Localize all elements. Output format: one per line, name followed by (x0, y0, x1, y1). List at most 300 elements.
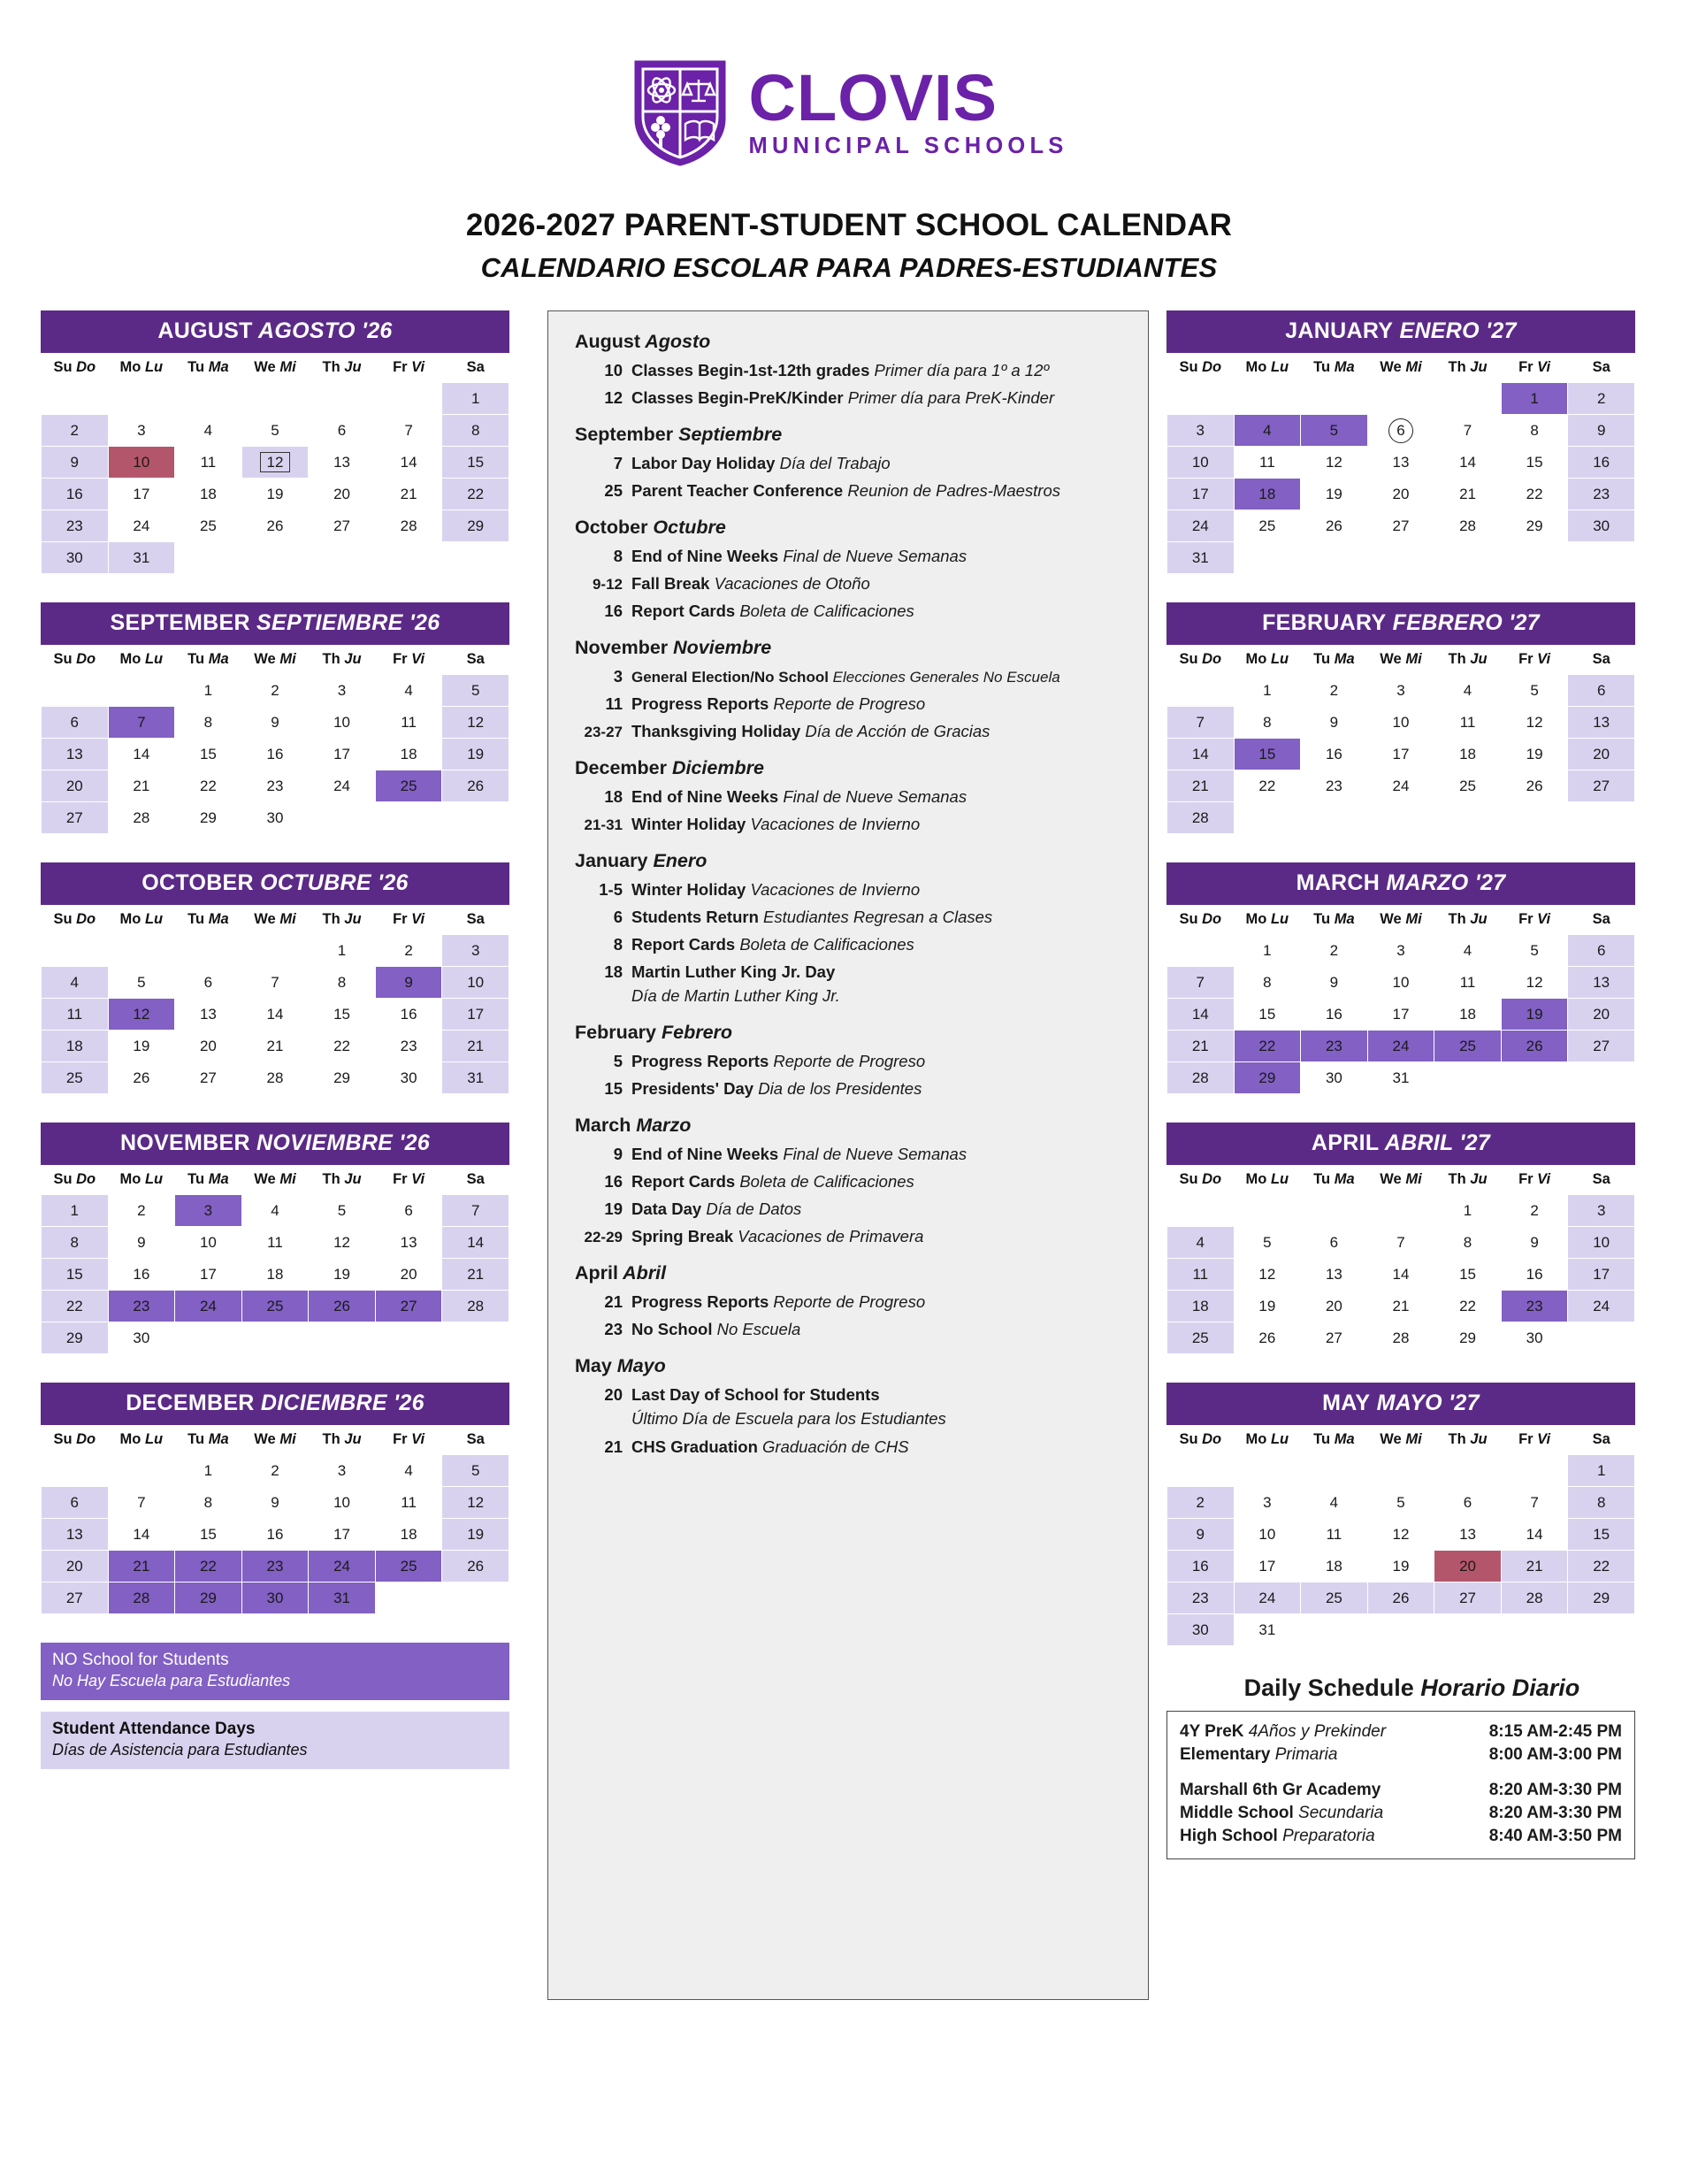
day-cell[interactable] (241, 967, 309, 999)
day-cell[interactable] (175, 1551, 242, 1582)
day-cell[interactable] (1234, 1614, 1301, 1646)
day-cell[interactable] (1167, 1551, 1235, 1582)
day-cell[interactable] (241, 1455, 309, 1487)
day-cell[interactable] (108, 802, 175, 834)
day-cell[interactable] (108, 1062, 175, 1094)
day-cell[interactable] (1501, 739, 1568, 770)
day-cell[interactable] (1434, 1195, 1502, 1227)
day-cell[interactable] (175, 1487, 242, 1519)
day-cell[interactable] (1568, 967, 1635, 999)
day-cell[interactable] (309, 999, 376, 1031)
day-cell[interactable] (375, 967, 442, 999)
day-cell[interactable] (1501, 479, 1568, 510)
day-cell[interactable] (1167, 707, 1235, 739)
day-cell[interactable] (1501, 510, 1568, 542)
day-cell[interactable] (241, 739, 309, 770)
day-cell[interactable] (1434, 999, 1502, 1031)
day-cell[interactable] (175, 1062, 242, 1094)
day-cell[interactable] (1501, 1322, 1568, 1354)
day-cell[interactable] (1234, 967, 1301, 999)
day-cell[interactable] (175, 1291, 242, 1322)
day-cell[interactable] (1234, 1031, 1301, 1062)
day-cell[interactable] (241, 1519, 309, 1551)
day-cell[interactable] (1434, 1031, 1502, 1062)
day-cell[interactable] (1167, 1487, 1235, 1519)
day-cell[interactable] (42, 739, 109, 770)
day-cell[interactable] (309, 770, 376, 802)
day-cell[interactable] (309, 1455, 376, 1487)
day-cell[interactable] (42, 999, 109, 1031)
day-cell[interactable] (1234, 1487, 1301, 1519)
day-cell[interactable] (1434, 415, 1502, 447)
day-cell[interactable] (1234, 510, 1301, 542)
day-cell[interactable] (1301, 675, 1368, 707)
day-cell[interactable] (1501, 967, 1568, 999)
day-cell[interactable] (442, 479, 509, 510)
day-cell[interactable] (442, 1259, 509, 1291)
day-cell[interactable] (108, 1259, 175, 1291)
day-cell[interactable] (1434, 707, 1502, 739)
day-cell[interactable] (375, 739, 442, 770)
day-cell[interactable] (1434, 510, 1502, 542)
day-cell[interactable] (1367, 1322, 1434, 1354)
day-cell[interactable] (1301, 1062, 1368, 1094)
day-cell[interactable] (309, 1062, 376, 1094)
day-cell[interactable] (309, 510, 376, 542)
day-cell[interactable] (42, 1195, 109, 1227)
day-cell[interactable] (241, 675, 309, 707)
day-cell[interactable] (1568, 383, 1635, 415)
day-cell[interactable] (1167, 1031, 1235, 1062)
day-cell[interactable] (309, 1227, 376, 1259)
day-cell[interactable] (1434, 739, 1502, 770)
day-cell[interactable] (108, 967, 175, 999)
day-cell[interactable] (241, 510, 309, 542)
day-cell[interactable] (108, 1322, 175, 1354)
day-cell[interactable] (1367, 739, 1434, 770)
day-cell[interactable] (1434, 675, 1502, 707)
day-cell[interactable] (1501, 935, 1568, 967)
day-cell[interactable] (1167, 415, 1235, 447)
day-cell[interactable] (1367, 1551, 1434, 1582)
day-cell[interactable] (1434, 967, 1502, 999)
day-cell[interactable] (1301, 1031, 1368, 1062)
day-cell[interactable] (375, 1195, 442, 1227)
day-cell[interactable] (241, 770, 309, 802)
day-cell[interactable] (1501, 447, 1568, 479)
day-cell[interactable] (1367, 510, 1434, 542)
day-cell[interactable] (1568, 707, 1635, 739)
day-cell[interactable] (108, 1487, 175, 1519)
day-cell[interactable] (309, 1259, 376, 1291)
day-cell[interactable] (108, 1519, 175, 1551)
day-cell[interactable] (1568, 1291, 1635, 1322)
day-cell[interactable] (175, 999, 242, 1031)
day-cell[interactable] (1434, 935, 1502, 967)
day-cell[interactable] (1301, 1551, 1368, 1582)
day-cell[interactable] (375, 1455, 442, 1487)
day-cell[interactable] (1301, 999, 1368, 1031)
day-cell[interactable] (1301, 1227, 1368, 1259)
day-cell[interactable] (1234, 1259, 1301, 1291)
day-cell[interactable] (1234, 1322, 1301, 1354)
day-cell[interactable] (1568, 1195, 1635, 1227)
day-cell[interactable] (1367, 999, 1434, 1031)
day-cell[interactable] (175, 415, 242, 447)
day-cell[interactable] (241, 1291, 309, 1322)
day-cell[interactable] (175, 967, 242, 999)
day-cell[interactable] (375, 1519, 442, 1551)
day-cell[interactable] (1367, 1031, 1434, 1062)
day-cell[interactable] (442, 967, 509, 999)
day-cell[interactable] (375, 1227, 442, 1259)
day-cell[interactable] (1568, 415, 1635, 447)
day-cell[interactable] (1167, 1519, 1235, 1551)
day-cell[interactable] (1301, 1582, 1368, 1614)
day-cell[interactable] (241, 1551, 309, 1582)
day-cell[interactable] (442, 1227, 509, 1259)
day-cell[interactable] (1234, 770, 1301, 802)
day-cell[interactable] (175, 479, 242, 510)
day-cell[interactable] (1367, 1227, 1434, 1259)
day-cell[interactable] (375, 510, 442, 542)
day-cell[interactable] (1367, 1259, 1434, 1291)
day-cell[interactable] (241, 1259, 309, 1291)
day-cell[interactable] (42, 415, 109, 447)
day-cell[interactable] (309, 675, 376, 707)
day-cell[interactable] (108, 447, 175, 479)
day-cell[interactable] (375, 1291, 442, 1322)
day-cell[interactable] (108, 1195, 175, 1227)
day-cell[interactable] (1234, 935, 1301, 967)
day-cell[interactable] (442, 1291, 509, 1322)
day-cell[interactable] (1234, 999, 1301, 1031)
day-cell[interactable] (1501, 707, 1568, 739)
day-cell[interactable] (442, 770, 509, 802)
day-cell[interactable] (42, 542, 109, 574)
day-cell[interactable] (1234, 415, 1301, 447)
day-cell[interactable] (1501, 1582, 1568, 1614)
day-cell[interactable] (108, 415, 175, 447)
day-cell[interactable] (309, 479, 376, 510)
day-cell[interactable] (42, 1582, 109, 1614)
day-cell[interactable] (375, 1487, 442, 1519)
day-cell[interactable] (375, 1031, 442, 1062)
day-cell[interactable] (175, 770, 242, 802)
day-cell[interactable] (108, 739, 175, 770)
day-cell[interactable] (241, 479, 309, 510)
day-cell[interactable] (241, 707, 309, 739)
day-cell[interactable] (442, 1551, 509, 1582)
day-cell[interactable] (1434, 1487, 1502, 1519)
day-cell[interactable] (42, 1487, 109, 1519)
day-cell[interactable] (1301, 707, 1368, 739)
day-cell[interactable] (1301, 770, 1368, 802)
day-cell[interactable] (1167, 1582, 1235, 1614)
day-cell[interactable] (1367, 479, 1434, 510)
day-cell[interactable] (1501, 770, 1568, 802)
day-cell[interactable] (1434, 479, 1502, 510)
day-cell[interactable] (309, 967, 376, 999)
day-cell[interactable] (375, 479, 442, 510)
day-cell[interactable] (1568, 935, 1635, 967)
day-cell[interactable] (108, 770, 175, 802)
day-cell[interactable] (241, 1195, 309, 1227)
day-cell[interactable] (1234, 447, 1301, 479)
day-cell[interactable] (1301, 510, 1368, 542)
day-cell[interactable] (309, 739, 376, 770)
day-cell[interactable] (42, 1062, 109, 1094)
day-cell[interactable] (442, 935, 509, 967)
day-cell[interactable] (1301, 1291, 1368, 1322)
day-cell[interactable] (1301, 447, 1368, 479)
day-cell[interactable] (241, 1031, 309, 1062)
day-cell[interactable] (1434, 1519, 1502, 1551)
day-cell[interactable] (442, 415, 509, 447)
day-cell[interactable] (1301, 1487, 1368, 1519)
day-cell[interactable] (1167, 1259, 1235, 1291)
day-cell[interactable] (442, 707, 509, 739)
day-cell[interactable] (1234, 1519, 1301, 1551)
day-cell[interactable] (375, 935, 442, 967)
day-cell[interactable] (1167, 1227, 1235, 1259)
day-cell[interactable] (1234, 479, 1301, 510)
day-cell[interactable] (1434, 1227, 1502, 1259)
day-cell[interactable] (1501, 1227, 1568, 1259)
day-cell[interactable] (108, 510, 175, 542)
day-cell[interactable] (108, 1582, 175, 1614)
day-cell[interactable] (1501, 675, 1568, 707)
day-cell[interactable] (108, 1551, 175, 1582)
day-cell[interactable] (1301, 967, 1368, 999)
day-cell[interactable] (241, 999, 309, 1031)
day-cell[interactable] (309, 935, 376, 967)
day-cell[interactable] (1367, 1519, 1434, 1551)
day-cell[interactable] (375, 1551, 442, 1582)
day-cell[interactable] (175, 675, 242, 707)
day-cell[interactable] (1568, 1031, 1635, 1062)
day-cell[interactable] (1367, 1582, 1434, 1614)
day-cell[interactable] (241, 1227, 309, 1259)
day-cell[interactable] (442, 383, 509, 415)
day-cell[interactable] (42, 479, 109, 510)
day-cell[interactable] (175, 1582, 242, 1614)
day-cell[interactable] (1568, 447, 1635, 479)
day-cell[interactable] (1167, 1614, 1235, 1646)
day-cell[interactable] (241, 802, 309, 834)
day-cell[interactable] (1501, 1031, 1568, 1062)
day-cell[interactable] (1568, 739, 1635, 770)
day-cell[interactable] (442, 1062, 509, 1094)
day-cell[interactable] (375, 447, 442, 479)
day-cell[interactable] (42, 1031, 109, 1062)
day-cell[interactable] (1167, 802, 1235, 834)
day-cell[interactable] (1434, 1322, 1502, 1354)
day-cell[interactable] (42, 770, 109, 802)
day-cell[interactable] (108, 542, 175, 574)
day-cell[interactable] (1301, 1322, 1368, 1354)
day-cell[interactable] (1568, 510, 1635, 542)
day-cell[interactable] (1367, 935, 1434, 967)
day-cell[interactable] (1568, 675, 1635, 707)
day-cell[interactable] (375, 1259, 442, 1291)
day-cell[interactable] (375, 415, 442, 447)
day-cell[interactable] (375, 707, 442, 739)
day-cell[interactable] (1501, 1291, 1568, 1322)
day-cell[interactable] (1234, 739, 1301, 770)
day-cell[interactable] (309, 707, 376, 739)
day-cell[interactable] (442, 510, 509, 542)
day-cell[interactable] (175, 707, 242, 739)
day-cell[interactable] (42, 967, 109, 999)
day-cell[interactable] (442, 1195, 509, 1227)
day-cell[interactable] (442, 1519, 509, 1551)
day-cell[interactable] (1501, 999, 1568, 1031)
day-cell[interactable] (1167, 447, 1235, 479)
day-cell[interactable] (442, 1487, 509, 1519)
day-cell[interactable] (1568, 1582, 1635, 1614)
day-cell[interactable] (1301, 479, 1368, 510)
day-cell[interactable] (42, 1227, 109, 1259)
day-cell[interactable] (1568, 1551, 1635, 1582)
day-cell[interactable] (175, 1519, 242, 1551)
day-cell[interactable] (1367, 675, 1434, 707)
day-cell[interactable] (442, 447, 509, 479)
day-cell[interactable] (1568, 1259, 1635, 1291)
day-cell[interactable] (175, 447, 242, 479)
day-cell[interactable] (309, 1519, 376, 1551)
day-cell[interactable] (108, 1227, 175, 1259)
day-cell[interactable] (1234, 1291, 1301, 1322)
day-cell[interactable] (309, 1551, 376, 1582)
day-cell[interactable] (309, 1291, 376, 1322)
day-cell[interactable] (241, 447, 309, 479)
day-cell[interactable] (42, 447, 109, 479)
day-cell[interactable] (309, 415, 376, 447)
day-cell[interactable] (309, 447, 376, 479)
day-cell[interactable] (42, 1291, 109, 1322)
day-cell[interactable] (1568, 479, 1635, 510)
day-cell[interactable] (1501, 1487, 1568, 1519)
day-cell[interactable] (42, 510, 109, 542)
day-cell[interactable] (1434, 447, 1502, 479)
day-cell[interactable] (1167, 479, 1235, 510)
day-cell[interactable] (42, 1519, 109, 1551)
day-cell[interactable] (175, 1031, 242, 1062)
day-cell[interactable] (1234, 1551, 1301, 1582)
day-cell[interactable] (375, 770, 442, 802)
day-cell[interactable] (309, 1487, 376, 1519)
day-cell[interactable] (1234, 675, 1301, 707)
day-cell[interactable] (442, 675, 509, 707)
day-cell[interactable] (1367, 707, 1434, 739)
day-cell[interactable] (175, 739, 242, 770)
day-cell[interactable] (1167, 1322, 1235, 1354)
day-cell[interactable] (309, 1582, 376, 1614)
day-cell[interactable] (1167, 1062, 1235, 1094)
day-cell[interactable] (175, 510, 242, 542)
day-cell[interactable] (1568, 1519, 1635, 1551)
day-cell[interactable] (1301, 1519, 1368, 1551)
day-cell[interactable] (1501, 1259, 1568, 1291)
day-cell[interactable] (108, 1291, 175, 1322)
day-cell[interactable] (1568, 1487, 1635, 1519)
day-cell[interactable] (1434, 1582, 1502, 1614)
day-cell[interactable] (42, 1259, 109, 1291)
day-cell[interactable] (1234, 1582, 1301, 1614)
day-cell[interactable] (1568, 1227, 1635, 1259)
day-cell[interactable] (1434, 1259, 1502, 1291)
day-cell[interactable] (1501, 1551, 1568, 1582)
day-cell[interactable] (175, 1195, 242, 1227)
day-cell[interactable] (1167, 967, 1235, 999)
day-cell[interactable] (42, 707, 109, 739)
day-cell[interactable] (375, 999, 442, 1031)
day-cell[interactable] (1501, 1519, 1568, 1551)
day-cell[interactable] (1367, 1291, 1434, 1322)
day-cell[interactable] (1367, 1062, 1434, 1094)
day-cell[interactable] (442, 1455, 509, 1487)
day-cell[interactable] (241, 1062, 309, 1094)
day-cell[interactable] (1367, 415, 1434, 447)
day-cell[interactable] (175, 1259, 242, 1291)
day-cell[interactable] (442, 999, 509, 1031)
day-cell[interactable] (1167, 510, 1235, 542)
day-cell[interactable] (1301, 739, 1368, 770)
day-cell[interactable] (108, 707, 175, 739)
day-cell[interactable] (309, 1031, 376, 1062)
day-cell[interactable] (1234, 1062, 1301, 1094)
day-cell[interactable] (1367, 770, 1434, 802)
day-cell[interactable] (1167, 999, 1235, 1031)
day-cell[interactable] (442, 739, 509, 770)
day-cell[interactable] (1301, 1259, 1368, 1291)
day-cell[interactable] (1434, 770, 1502, 802)
day-cell[interactable] (108, 1031, 175, 1062)
day-cell[interactable] (175, 802, 242, 834)
day-cell[interactable] (42, 1551, 109, 1582)
day-cell[interactable] (1501, 415, 1568, 447)
day-cell[interactable] (1367, 1487, 1434, 1519)
day-cell[interactable] (241, 415, 309, 447)
day-cell[interactable] (175, 1455, 242, 1487)
day-cell[interactable] (1167, 542, 1235, 574)
day-cell[interactable] (1167, 1291, 1235, 1322)
day-cell[interactable] (175, 1227, 242, 1259)
day-cell[interactable] (442, 1031, 509, 1062)
day-cell[interactable] (1367, 967, 1434, 999)
day-cell[interactable] (42, 802, 109, 834)
day-cell[interactable] (1568, 999, 1635, 1031)
day-cell[interactable] (1501, 1195, 1568, 1227)
day-cell[interactable] (1167, 770, 1235, 802)
day-cell[interactable] (1301, 415, 1368, 447)
day-cell[interactable] (1234, 1227, 1301, 1259)
day-cell[interactable] (241, 1582, 309, 1614)
day-cell[interactable] (1167, 739, 1235, 770)
day-cell[interactable] (108, 999, 175, 1031)
day-cell[interactable] (1434, 1291, 1502, 1322)
day-cell[interactable] (309, 1195, 376, 1227)
day-cell[interactable] (1301, 935, 1368, 967)
day-cell[interactable] (1367, 447, 1434, 479)
day-cell[interactable] (42, 1322, 109, 1354)
day-cell[interactable] (108, 479, 175, 510)
day-cell[interactable] (1568, 1455, 1635, 1487)
day-cell[interactable] (375, 1062, 442, 1094)
day-cell[interactable] (1234, 707, 1301, 739)
day-cell[interactable] (241, 1487, 309, 1519)
